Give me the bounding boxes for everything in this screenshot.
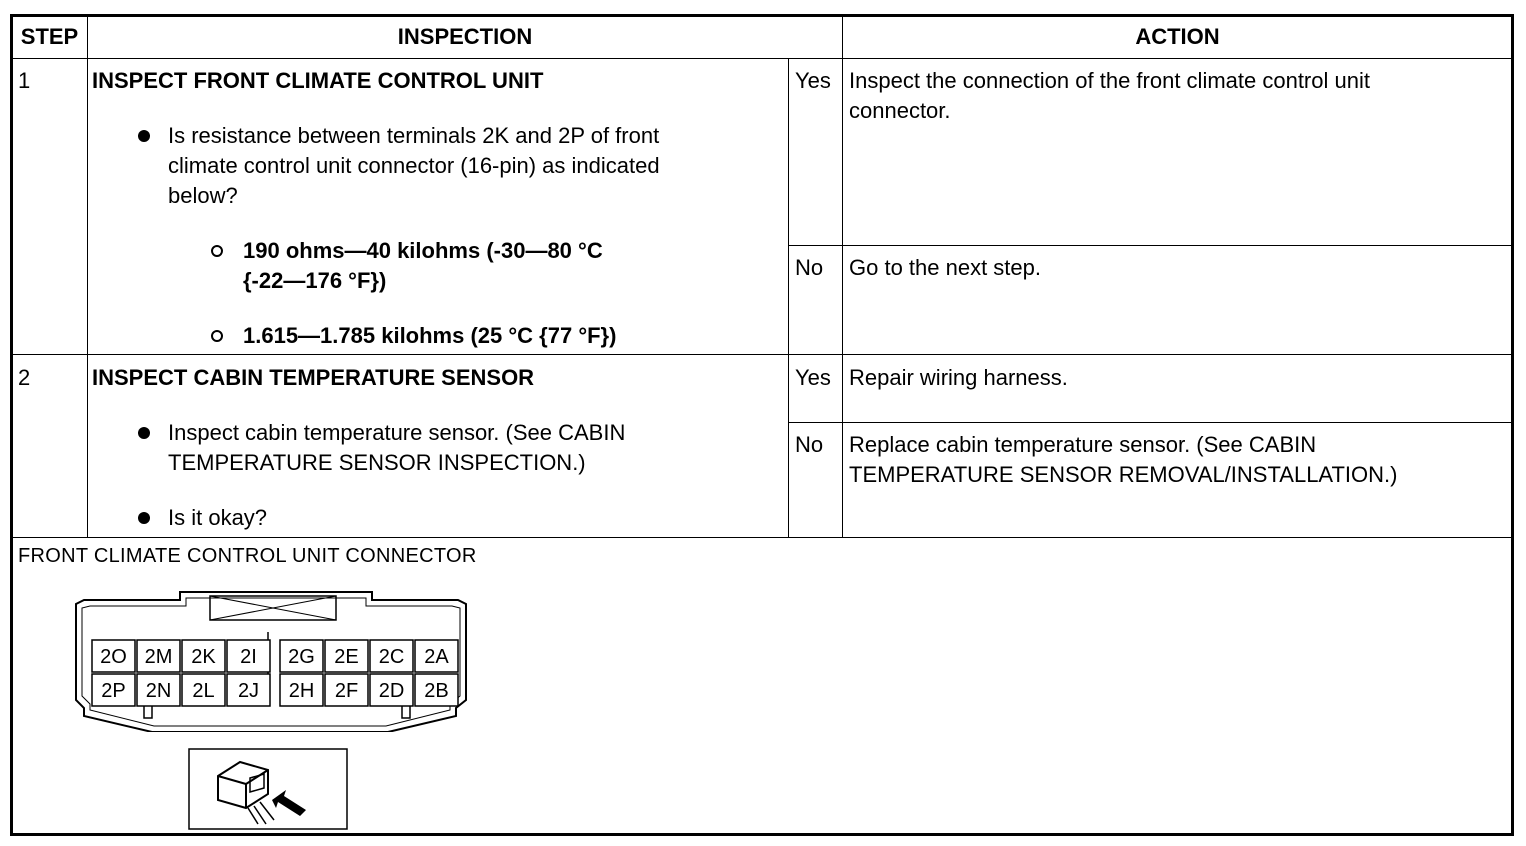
step-divider xyxy=(12,354,1512,355)
sub-bullet-icon xyxy=(211,245,223,257)
connector-view-icon xyxy=(188,748,348,830)
connector-diagram xyxy=(72,582,472,732)
bullet-text-line: TEMPERATURE SENSOR INSPECTION.) xyxy=(168,450,586,475)
step-title: INSPECT CABIN TEMPERATURE SENSOR xyxy=(92,365,535,390)
action-text-line: Replace cabin temperature sensor. (See CABIN xyxy=(849,432,1317,457)
step1-yes-no-divider xyxy=(788,245,1512,246)
action-text-line: connector. xyxy=(849,98,951,123)
bullet-text-line: Is it okay? xyxy=(168,505,268,530)
header-step: STEP xyxy=(20,24,79,49)
connector-pin-label: 2B xyxy=(424,680,449,702)
connector-pin-label: 2G xyxy=(288,646,315,668)
no-label: No xyxy=(795,432,824,457)
header-inspection: INSPECTION xyxy=(397,24,533,49)
step-number: 2 xyxy=(18,365,31,390)
yes-label: Yes xyxy=(795,68,831,93)
bullet-icon xyxy=(138,130,150,142)
action-text-line: TEMPERATURE SENSOR REMOVAL/INSTALLATION.) xyxy=(849,462,1398,487)
connector-pin-label: 2P xyxy=(101,680,126,702)
connector-pin-label: 2M xyxy=(144,646,173,668)
yes-label: Yes xyxy=(795,365,831,390)
connector-pin-label: 2I xyxy=(240,646,257,668)
connector-pin-label: 2H xyxy=(288,680,315,702)
table-bottom-divider xyxy=(12,537,1512,538)
bullet-icon xyxy=(138,427,150,439)
sub-bullet-icon xyxy=(211,330,223,342)
connector-pin-label: 2O xyxy=(100,646,127,668)
step-number: 1 xyxy=(18,68,31,93)
connector-pin-label: 2K xyxy=(191,646,216,668)
spec-line: {-22—176 °F}) xyxy=(243,268,387,293)
bullet-text-line: Is resistance between terminals 2K and 2P of front xyxy=(168,123,660,148)
answer-column-divider xyxy=(788,58,789,537)
action-column-divider xyxy=(842,16,843,537)
bullet-text-line: climate control unit connector (16-pin) as indicated xyxy=(168,153,660,178)
header-action: ACTION xyxy=(1135,24,1220,49)
connector-pin-label: 2C xyxy=(378,646,405,668)
step-column-divider xyxy=(87,16,88,537)
connector-pin-label: 2J xyxy=(237,680,260,702)
connector-pin-label: 2N xyxy=(145,680,172,702)
spec-line: 1.615—1.785 kilohms (25 °C {77 °F}) xyxy=(243,323,617,348)
header-divider xyxy=(12,58,1512,59)
connector-pin-label: 2F xyxy=(334,680,359,702)
no-label: No xyxy=(795,255,824,280)
connector-caption: FRONT CLIMATE CONTROL UNIT CONNECTOR xyxy=(18,545,477,567)
connector-pin-label: 2E xyxy=(334,646,359,668)
action-text-line: Repair wiring harness. xyxy=(849,365,1068,390)
bullet-text-line: below? xyxy=(168,183,238,208)
step-title: INSPECT FRONT CLIMATE CONTROL UNIT xyxy=(92,68,544,93)
connector-pin-label: 2D xyxy=(378,680,405,702)
step2-yes-no-divider xyxy=(788,422,1512,423)
connector-pin-label: 2L xyxy=(192,680,215,702)
bullet-text-line: Inspect cabin temperature sensor. (See CABIN xyxy=(168,420,626,445)
spec-line: 190 ohms—40 kilohms (-30—80 °C xyxy=(243,238,603,263)
bullet-icon xyxy=(138,512,150,524)
action-text-line: Go to the next step. xyxy=(849,255,1042,280)
connector-pin-label: 2A xyxy=(424,646,449,668)
action-text-line: Inspect the connection of the front climate control unit xyxy=(849,68,1370,93)
